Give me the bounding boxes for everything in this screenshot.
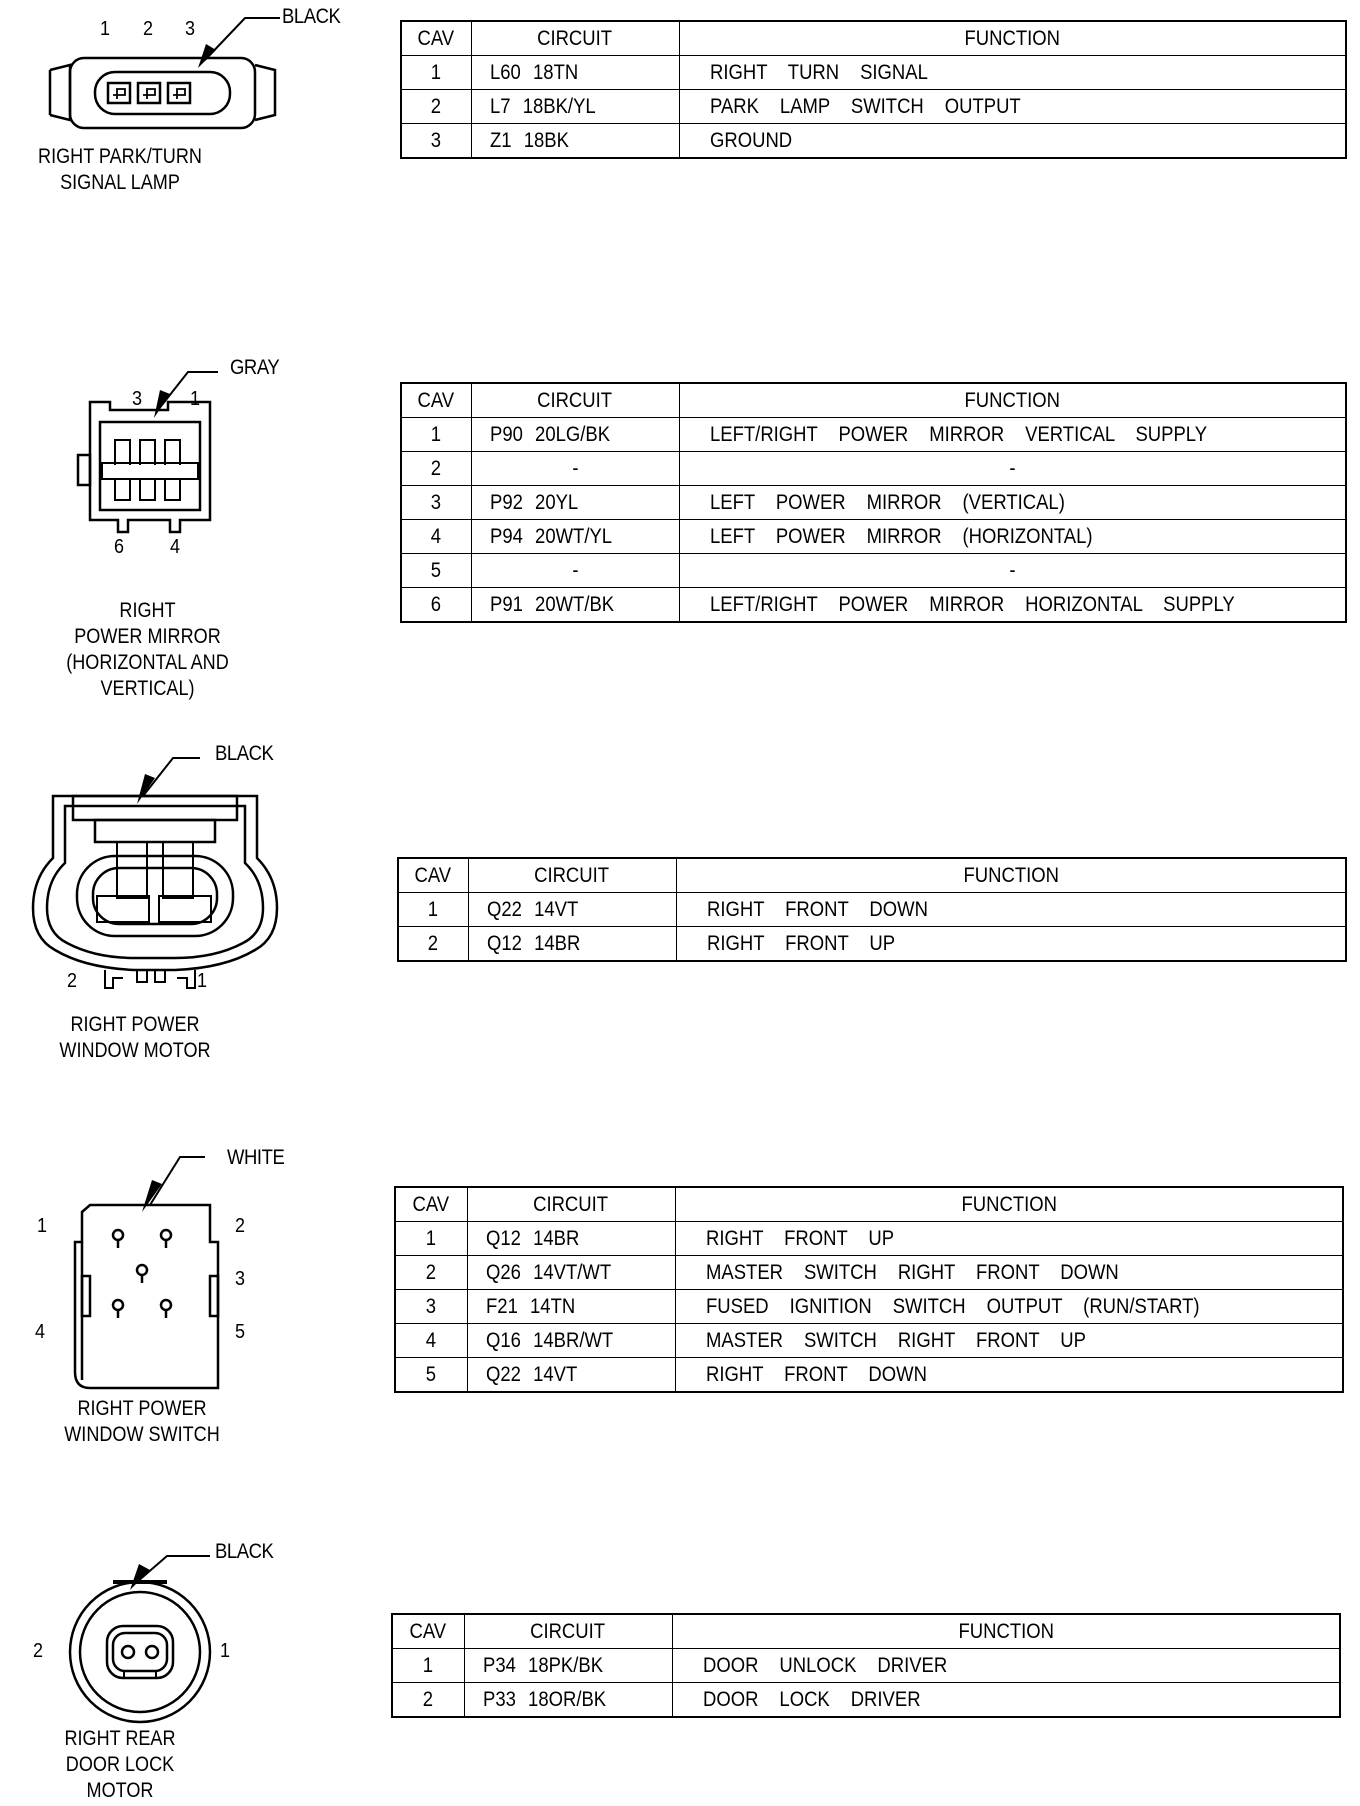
circuit-cell: Q22 14VT bbox=[468, 893, 676, 927]
connector-color-label: BLACK bbox=[215, 1540, 274, 1563]
table-row bbox=[401, 554, 1346, 588]
table-row bbox=[401, 418, 1346, 452]
cav-cell: 3 bbox=[395, 1290, 467, 1324]
pin-label-6: 6 bbox=[114, 536, 125, 558]
connector-color-label: WHITE bbox=[227, 1146, 285, 1169]
header-function: FUNCTION bbox=[672, 1614, 1340, 1649]
pin-label-1: 1 bbox=[37, 1215, 48, 1237]
function-cell: RIGHT FRONT DOWN bbox=[675, 1358, 1343, 1393]
circuit-cell: Q16 14BR/WT bbox=[467, 1324, 675, 1358]
cav-cell: 1 bbox=[398, 893, 468, 927]
header-function: FUNCTION bbox=[679, 383, 1346, 418]
connector-window-switch bbox=[30, 1140, 300, 1400]
table-row bbox=[395, 1256, 1343, 1290]
circuit-cell: P34 18PK/BK bbox=[464, 1649, 672, 1683]
function-cell: RIGHT FRONT UP bbox=[675, 1222, 1343, 1256]
function-cell: - bbox=[679, 452, 1346, 486]
circuit-cell: F21 14TN bbox=[467, 1290, 675, 1324]
window-motor-connector-icon bbox=[25, 738, 325, 1008]
table-row bbox=[392, 1649, 1340, 1683]
circuit-cell: Z1 18BK bbox=[471, 124, 679, 159]
function-cell: PARK LAMP SWITCH OUTPUT bbox=[679, 90, 1346, 124]
table-row bbox=[401, 452, 1346, 486]
function-cell: MASTER SWITCH RIGHT FRONT UP bbox=[675, 1324, 1343, 1358]
pinout-table-door-lock-motor bbox=[391, 1613, 1341, 1718]
function-cell: MASTER SWITCH RIGHT FRONT DOWN bbox=[675, 1256, 1343, 1290]
connector-power-mirror bbox=[70, 356, 300, 560]
table-row bbox=[395, 1358, 1343, 1393]
function-cell: RIGHT FRONT UP bbox=[676, 927, 1346, 962]
header-cav: CAV bbox=[398, 858, 468, 893]
function-cell: LEFT/RIGHT POWER MIRROR VERTICAL SUPPLY bbox=[679, 418, 1346, 452]
circuit-cell: Q12 14BR bbox=[468, 927, 676, 962]
pin-label-3: 3 bbox=[185, 18, 196, 40]
table-row bbox=[401, 486, 1346, 520]
function-cell: FUSED IGNITION SWITCH OUTPUT (RUN/START) bbox=[675, 1290, 1343, 1324]
pinout-table-power-mirror bbox=[400, 382, 1347, 623]
function-cell: LEFT POWER MIRROR (HORIZONTAL) bbox=[679, 520, 1346, 554]
pin-label-1: 1 bbox=[100, 18, 111, 40]
cav-cell: 1 bbox=[392, 1649, 464, 1683]
header-circuit: CIRCUIT bbox=[464, 1614, 672, 1649]
pin-label-3: 3 bbox=[132, 388, 143, 410]
caption-window-motor: RIGHT POWER WINDOW MOTOR bbox=[59, 1013, 211, 1062]
connector-window-motor bbox=[25, 738, 325, 1008]
pin-label-3: 3 bbox=[235, 1268, 246, 1290]
cav-cell: 5 bbox=[395, 1358, 467, 1393]
cav-cell: 5 bbox=[401, 554, 471, 588]
table-row bbox=[401, 588, 1346, 623]
circuit-cell: - bbox=[471, 554, 679, 588]
pin-label-1: 1 bbox=[190, 388, 201, 410]
function-cell: DOOR UNLOCK DRIVER bbox=[672, 1649, 1340, 1683]
pin-label-2: 2 bbox=[67, 970, 78, 992]
cav-cell: 4 bbox=[395, 1324, 467, 1358]
circuit-cell: - bbox=[471, 452, 679, 486]
function-cell: RIGHT FRONT DOWN bbox=[676, 893, 1346, 927]
header-circuit: CIRCUIT bbox=[471, 21, 679, 56]
door-lock-motor-connector-icon bbox=[25, 1540, 305, 1730]
circuit-cell: L60 18TN bbox=[471, 56, 679, 90]
header-function: FUNCTION bbox=[675, 1187, 1343, 1222]
pin-label-2: 2 bbox=[235, 1215, 246, 1237]
cav-cell: 1 bbox=[401, 56, 471, 90]
circuit-cell: P90 20LG/BK bbox=[471, 418, 679, 452]
table-header-row bbox=[401, 383, 1346, 418]
cav-cell: 6 bbox=[401, 588, 471, 623]
connector-color-label: GRAY bbox=[230, 356, 280, 379]
circuit-cell: P92 20YL bbox=[471, 486, 679, 520]
connector-color-label: BLACK bbox=[215, 742, 274, 765]
header-function: FUNCTION bbox=[679, 21, 1346, 56]
table-row bbox=[398, 893, 1346, 927]
header-circuit: CIRCUIT bbox=[467, 1187, 675, 1222]
pin-label-4: 4 bbox=[35, 1321, 46, 1343]
cav-cell: 2 bbox=[398, 927, 468, 962]
table-row bbox=[401, 90, 1346, 124]
circuit-cell: Q26 14VT/WT bbox=[467, 1256, 675, 1290]
circuit-cell: L7 18BK/YL bbox=[471, 90, 679, 124]
pin-label-1: 1 bbox=[197, 970, 208, 992]
header-cav: CAV bbox=[401, 21, 471, 56]
function-cell: RIGHT TURN SIGNAL bbox=[679, 56, 1346, 90]
circuit-cell: P94 20WT/YL bbox=[471, 520, 679, 554]
cav-cell: 2 bbox=[395, 1256, 467, 1290]
caption-window-switch: RIGHT POWER WINDOW SWITCH bbox=[64, 1397, 220, 1446]
header-circuit: CIRCUIT bbox=[471, 383, 679, 418]
table-header-row bbox=[392, 1614, 1340, 1649]
header-cav: CAV bbox=[392, 1614, 464, 1649]
power-mirror-connector-icon bbox=[70, 360, 300, 560]
pin-label-1: 1 bbox=[220, 1640, 231, 1662]
header-cav: CAV bbox=[401, 383, 471, 418]
function-cell: DOOR LOCK DRIVER bbox=[672, 1683, 1340, 1718]
function-cell: LEFT POWER MIRROR (VERTICAL) bbox=[679, 486, 1346, 520]
function-cell: LEFT/RIGHT POWER MIRROR HORIZONTAL SUPPLY bbox=[679, 588, 1346, 623]
pin-label-2: 2 bbox=[143, 18, 154, 40]
caption-power-mirror: RIGHT POWER MIRROR (HORIZONTAL AND VERTICAL) bbox=[66, 599, 229, 700]
connector-door-lock-motor bbox=[25, 1540, 305, 1730]
pin-label-2: 2 bbox=[33, 1640, 44, 1662]
table-header-row bbox=[395, 1187, 1343, 1222]
cav-cell: 2 bbox=[401, 452, 471, 486]
cav-cell: 3 bbox=[401, 124, 471, 159]
cav-cell: 1 bbox=[395, 1222, 467, 1256]
function-cell: GROUND bbox=[679, 124, 1346, 159]
table-row bbox=[401, 520, 1346, 554]
circuit-cell: P91 20WT/BK bbox=[471, 588, 679, 623]
caption-door-lock-motor: RIGHT REAR DOOR LOCK MOTOR bbox=[64, 1727, 176, 1802]
table-row bbox=[395, 1222, 1343, 1256]
circuit-cell: Q12 14BR bbox=[467, 1222, 675, 1256]
connector-color-label: BLACK bbox=[282, 5, 341, 28]
cav-cell: 1 bbox=[401, 418, 471, 452]
pin-label-5: 5 bbox=[235, 1321, 246, 1343]
circuit-cell: Q22 14VT bbox=[467, 1358, 675, 1393]
cav-cell: 3 bbox=[401, 486, 471, 520]
pin-label-4: 4 bbox=[170, 536, 181, 558]
table-row bbox=[395, 1290, 1343, 1324]
cav-cell: 2 bbox=[392, 1683, 464, 1718]
circuit-cell: P33 18OR/BK bbox=[464, 1683, 672, 1718]
pinout-table-park-turn-lamp bbox=[400, 20, 1347, 159]
table-header-row bbox=[401, 21, 1346, 56]
caption-park-turn-lamp: RIGHT PARK/TURN SIGNAL LAMP bbox=[38, 145, 202, 194]
pinout-table-window-motor bbox=[397, 857, 1347, 962]
table-row bbox=[392, 1683, 1340, 1718]
header-circuit: CIRCUIT bbox=[468, 858, 676, 893]
pinout-table-window-switch bbox=[394, 1186, 1344, 1393]
table-header-row bbox=[398, 858, 1346, 893]
cav-cell: 2 bbox=[401, 90, 471, 124]
header-function: FUNCTION bbox=[676, 858, 1346, 893]
header-cav: CAV bbox=[395, 1187, 467, 1222]
table-row bbox=[398, 927, 1346, 962]
table-row bbox=[395, 1324, 1343, 1358]
table-row bbox=[401, 56, 1346, 90]
window-switch-connector-icon bbox=[30, 1140, 300, 1400]
function-cell: - bbox=[679, 554, 1346, 588]
cav-cell: 4 bbox=[401, 520, 471, 554]
table-row bbox=[401, 124, 1346, 159]
